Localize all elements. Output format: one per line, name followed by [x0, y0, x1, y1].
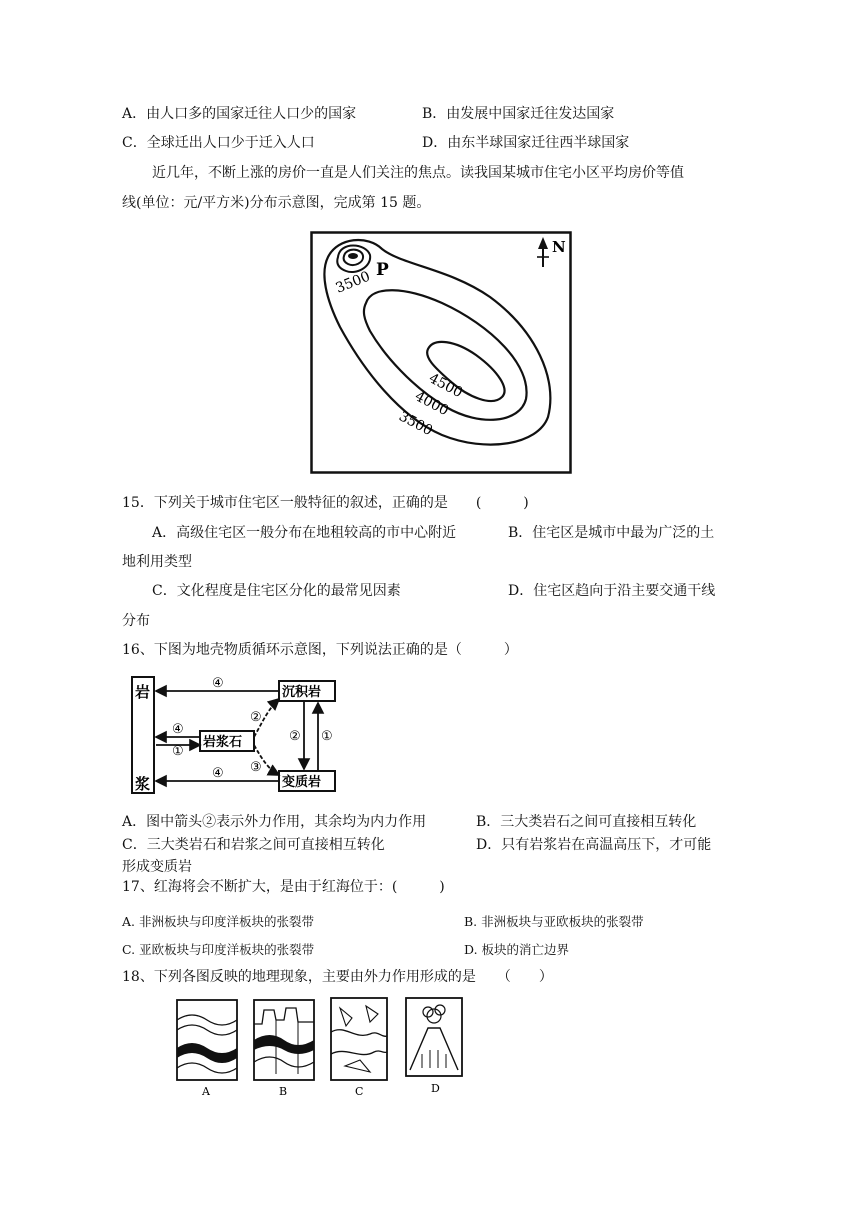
- q15-option-d: D．住宅区趋向于沿主要交通干线: [508, 583, 716, 599]
- q14-option-c: C．全球迁出人口少于迁入人口: [122, 135, 315, 151]
- q17-stem: 17、红海将会不断扩大，是由于红海位于：( ): [122, 879, 445, 895]
- intro-line-2: 线(单位：元/平方米)分布示意图，完成第 15 题。: [122, 195, 431, 211]
- q16-option-c: C．三大类岩石和岩浆之间可直接相互转化: [122, 837, 385, 853]
- q14-option-a: A．由人口多的国家迁往人口少的国家: [122, 106, 357, 122]
- contour-label-3500-bottom: 3500: [396, 408, 436, 440]
- intro-line-1: 近几年，不断上涨的房价一直是人们关注的焦点。读我国某城市住宅小区平均房价等值: [152, 165, 684, 181]
- figure-label-b: B: [279, 1085, 288, 1098]
- q15-option-b: B．住宅区是城市中最为广泛的土: [508, 525, 715, 541]
- q17-option-a: A. 非洲板块与印度洋板块的张裂带: [122, 914, 314, 929]
- q14-option-d: D．由东半球国家迁往西半球国家: [422, 135, 630, 151]
- figure-label-d: D: [431, 1082, 440, 1095]
- price-contour-map: [310, 231, 572, 475]
- q16-stem: 16、下图为地壳物质循环示意图，下列说法正确的是（ ）: [122, 642, 518, 658]
- arrow-number-4-mid: ④: [172, 722, 184, 737]
- point-p-label: P: [376, 260, 389, 280]
- q15-option-b-cont: 地利用类型: [122, 554, 192, 570]
- magma-label-bottom: 浆: [135, 775, 151, 793]
- rock-cycle-diagram: [122, 673, 344, 801]
- metamorphic-rock-label: 变质岩: [282, 775, 322, 790]
- q16-option-d: D．只有岩浆岩在高温高压下，才可能: [476, 837, 712, 853]
- figure-a-folded-strata: [177, 1000, 237, 1098]
- q17-option-b: B. 非洲板块与亚欧板块的张裂带: [464, 914, 644, 929]
- contour-label-3500-top: 3500: [333, 268, 373, 297]
- magma-label-top: 岩: [135, 683, 151, 701]
- q15-option-c: C．文化程度是住宅区分化的最常见因素: [152, 583, 401, 599]
- arrow-number-2-right: ②: [289, 729, 301, 744]
- q15-stem: 15．下列关于城市住宅区一般特征的叙述，正确的是 ( ): [122, 495, 529, 511]
- q16-option-b: B．三大类岩石之间可直接相互转化: [476, 814, 697, 830]
- north-label: N: [552, 238, 566, 256]
- q14-option-b: B．由发展中国家迁往发达国家: [422, 106, 615, 122]
- arrow-number-1-mid: ①: [172, 744, 184, 759]
- q16-option-d-cont: 形成变质岩: [122, 859, 192, 875]
- figure-b-eroded-strata: [254, 1000, 314, 1098]
- figure-label-c: C: [355, 1085, 364, 1098]
- igneous-rock-label: 岩浆石: [203, 735, 243, 750]
- geo-phenomena-figures: [170, 994, 470, 1100]
- arrow-number-1-right: ①: [321, 729, 333, 744]
- arrow-number-2-upper: ②: [250, 710, 262, 725]
- q15-option-d-cont: 分布: [122, 613, 150, 629]
- q17-option-c: C. 亚欧板块与印度洋板块的张裂带: [122, 942, 315, 957]
- contour-label-4000: 4000: [412, 388, 452, 420]
- arrow-number-4-bottom: ④: [212, 766, 224, 781]
- figure-d-volcano: [406, 998, 462, 1095]
- q18-stem: 18、下列各图反映的地理现象，主要由外力作用形成的是 （ ）: [122, 969, 553, 985]
- figure-c-landform: [331, 998, 387, 1098]
- q17-option-d: D. 板块的消亡边界: [464, 942, 570, 957]
- arrow-number-4-top: ④: [212, 676, 224, 691]
- q15-option-a: A．高级住宅区一般分布在地租较高的市中心附近: [152, 525, 457, 541]
- sedimentary-rock-label: 沉积岩: [282, 685, 322, 700]
- contour-label-4500: 4500: [426, 370, 466, 402]
- figure-label-a: A: [202, 1085, 210, 1098]
- q16-option-a: A．图中箭头②表示外力作用，其余均为内力作用: [122, 814, 427, 830]
- arrow-number-3-lower: ③: [250, 760, 262, 775]
